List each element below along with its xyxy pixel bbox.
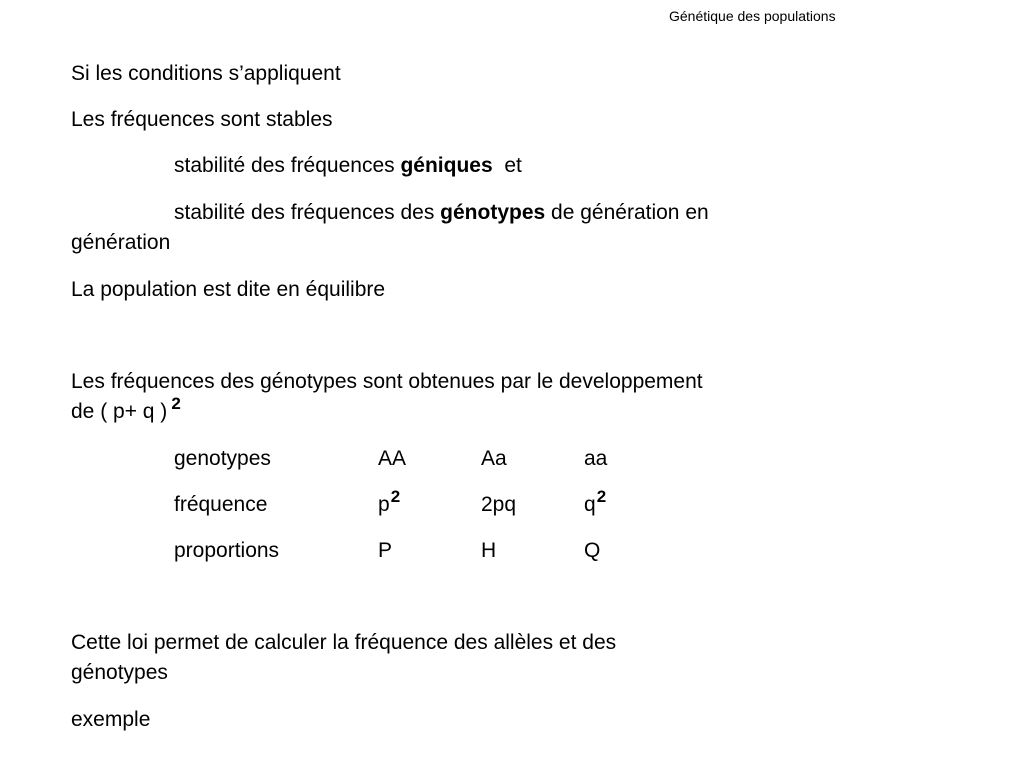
frequency-p: p [378, 493, 390, 516]
genotype-stability-line [174, 198, 709, 228]
slide-header-title: Génétique des populations [669, 8, 836, 24]
frequency-q: q [584, 493, 596, 516]
conditions-line: Si les conditions s’appliquent [71, 62, 341, 85]
law-purpose-wrap: génotypes [71, 661, 168, 684]
table-cell: Q [584, 539, 601, 562]
table-cell: 2pq [481, 493, 517, 516]
table-cell: aa [584, 447, 608, 470]
example-line: exemple [71, 708, 151, 731]
frequency-q-exponent: 2 [596, 487, 607, 506]
table-cell: AA [378, 447, 407, 470]
genic-stability-prefix: stabilité des fréquences [174, 154, 401, 177]
genotype-stability-wrap: génération [71, 231, 171, 254]
stable-frequencies-line: Les fréquences sont stables [71, 108, 333, 131]
binomial-exponent: 2 [171, 394, 181, 413]
frequency-p-exponent: 2 [390, 487, 401, 506]
genic-stability-line [174, 151, 522, 181]
table-cell [378, 487, 401, 521]
table-cell: Aa [481, 447, 507, 470]
genic-keyword: géniques [400, 154, 493, 177]
binomial-text: de ( p+ q ) [71, 400, 168, 423]
table-cell [584, 487, 607, 521]
genotype-keyword: génotypes [440, 201, 546, 224]
table-row-label: fréquence [174, 493, 268, 516]
equilibrium-line: La population est dite en équilibre [71, 278, 386, 301]
table-cell: P [378, 539, 393, 562]
table-row-label: genotypes [174, 447, 271, 470]
genotype-frequency-intro: Les fréquences des génotypes sont obtenues par le developpement [71, 370, 703, 393]
binomial-expression [71, 394, 181, 428]
genic-stability-suffix: et [492, 154, 522, 177]
table-cell: H [481, 539, 497, 562]
law-purpose-line: Cette loi permet de calculer la fréquence des allèles et des [71, 631, 617, 654]
genotype-stability-suffix: de génération en [545, 201, 709, 224]
genotype-stability-prefix: stabilité des fréquences des [174, 201, 441, 224]
table-row-label: proportions [174, 539, 280, 562]
